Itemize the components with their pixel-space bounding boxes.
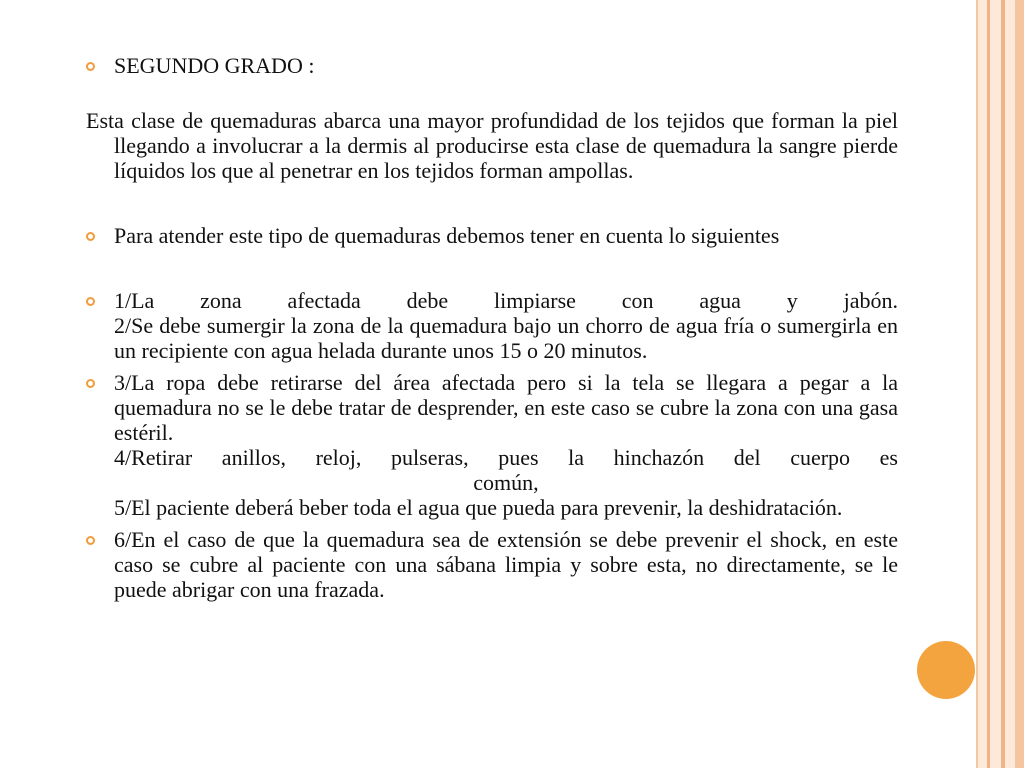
bullet-steps-1-2 xyxy=(86,288,898,363)
stripe xyxy=(1005,0,1015,768)
step-4-text: 4/Retirar anillos, reloj, pulseras, pues la hinchazón del cuerpo es xyxy=(114,445,898,470)
stripe xyxy=(1015,0,1024,768)
bullet-step-6 xyxy=(86,527,898,602)
intro-text: Esta clase de quemaduras abarca una mayor profundidad de los tejidos que forman la piel llegando a involucrar a la dermis al producirse esta clase de quemadura la sangre pierde líquidos los que al penetrar en los tejidos forman ampollas. xyxy=(86,108,898,183)
step-3-text: 3/La ropa debe retirarse del área afectada pero si la tela se llegara a pegar a la quemadura no se le debe tratar de desprender, en este caso se cubre la zona con una gasa estéril. xyxy=(114,370,898,445)
step-4-continuation: común, xyxy=(473,470,539,495)
bullet-icon xyxy=(86,379,95,388)
bullet-heading xyxy=(86,53,898,78)
intro-paragraph xyxy=(86,108,898,183)
heading-text: SEGUNDO GRADO : xyxy=(114,53,315,78)
bullet-icon xyxy=(86,297,95,306)
step-6-text: 6/En el caso de que la quemadura sea de extensión se debe prevenir el shock, en este caso se cubre al paciente con una sábana limpia y sobre esta, no directamente, se le puede abrigar con una frazada. xyxy=(114,527,898,602)
slide-content xyxy=(86,48,898,602)
stripe xyxy=(990,0,1001,768)
bullet-icon xyxy=(86,232,95,241)
step-2-text: 2/Se debe sumergir la zona de la quemadura bajo un chorro de agua fría o sumergirla en un recipiente con agua helada durante unos 15 o 20 minutos. xyxy=(114,313,898,363)
decorative-stripes xyxy=(976,0,1024,768)
attend-text: Para atender este tipo de quemaduras debemos tener en cuenta lo siguientes xyxy=(114,223,780,248)
bullet-icon xyxy=(86,536,95,545)
bullet-attend xyxy=(86,223,898,248)
stripe xyxy=(978,0,987,768)
decorative-circle xyxy=(917,641,975,699)
step-1-text: 1/La zona afectada debe limpiarse con agua y jabón. xyxy=(114,288,898,313)
bullet-steps-3-5 xyxy=(86,370,898,520)
bullet-icon xyxy=(86,62,95,71)
step-5-text: 5/El paciente deberá beber toda el agua que pueda para prevenir, la deshidratación. xyxy=(114,495,843,520)
